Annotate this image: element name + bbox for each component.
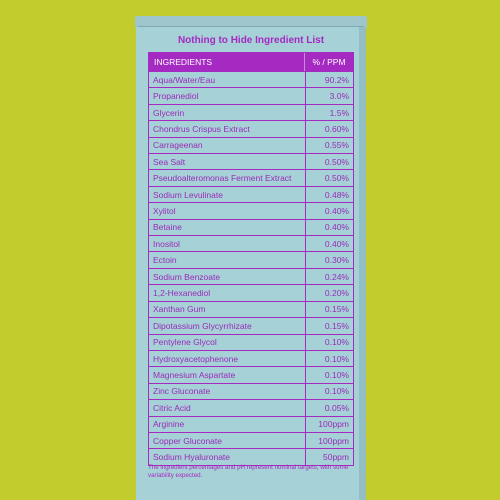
table-row <box>149 251 353 267</box>
ingredient-amount: 0.50% <box>305 154 353 169</box>
table-row <box>149 169 353 185</box>
ingredient-amount: 0.40% <box>305 236 353 251</box>
box-side-edge <box>359 27 366 500</box>
ingredient-name: Citric Acid <box>153 402 191 413</box>
ingredient-name: Magnesium Aspartate <box>153 370 236 381</box>
ingredient-name: Sea Salt <box>153 156 186 167</box>
table-row <box>149 104 353 120</box>
ingredient-name: Dipotassium Glycyrrhizate <box>153 320 252 331</box>
table-row <box>149 350 353 366</box>
ingredient-name: 1,2-Hexanediol <box>153 287 211 298</box>
ingredient-amount: 0.50% <box>305 170 353 185</box>
table-row <box>149 432 353 448</box>
ingredient-amount: 0.40% <box>305 220 353 235</box>
table-row <box>149 383 353 399</box>
ingredient-name: Sodium Benzoate <box>153 271 221 282</box>
table-row <box>149 399 353 415</box>
table-row <box>149 366 353 382</box>
ingredient-name: Xanthan Gum <box>153 304 206 315</box>
ingredient-amount: 0.10% <box>305 335 353 350</box>
table-row <box>149 268 353 284</box>
ingredient-amount: 0.55% <box>305 138 353 153</box>
ingredient-amount: 0.48% <box>305 187 353 202</box>
ingredient-amount: 0.15% <box>305 302 353 317</box>
table-row <box>149 153 353 169</box>
table-row <box>149 416 353 432</box>
ingredient-name: Zinc Gluconate <box>153 386 211 397</box>
ingredient-table <box>148 52 354 466</box>
ingredient-name: Pentylene Glycol <box>153 337 217 348</box>
ingredient-name: Betaine <box>153 222 182 233</box>
table-row <box>149 301 353 317</box>
ingredient-name: Glycerin <box>153 107 185 118</box>
table-row <box>149 202 353 218</box>
footnote: The ingredient percentages and pH represent nominal targets, with some variability expected. <box>148 464 349 479</box>
table-row <box>149 137 353 153</box>
ingredient-amount: 1.5% <box>305 105 353 120</box>
table-row <box>149 87 353 103</box>
ingredient-amount: 90.2% <box>305 72 353 87</box>
ingredient-name: Aqua/Water/Eau <box>153 74 216 85</box>
ingredient-name: Propanediol <box>153 91 199 102</box>
ingredient-amount: 0.10% <box>305 367 353 382</box>
ingredient-amount: 0.10% <box>305 351 353 366</box>
box-lid-crease <box>138 26 364 27</box>
ingredient-amount: 0.24% <box>305 269 353 284</box>
table-header <box>149 53 353 71</box>
table-body <box>149 71 353 465</box>
ingredient-list-title: Nothing to Hide Ingredient List <box>177 35 325 46</box>
ingredient-amount: 0.15% <box>305 318 353 333</box>
table-row <box>149 284 353 300</box>
table-row <box>149 219 353 235</box>
ingredient-name: Sodium Hyaluronate <box>153 452 231 463</box>
ingredient-name: Chondrus Crispus Extract <box>153 123 250 134</box>
ingredient-name: Ectoin <box>153 255 177 266</box>
table-row <box>149 120 353 136</box>
ingredient-amount: 0.40% <box>305 203 353 218</box>
header-ingredients: INGREDIENTS <box>154 57 213 67</box>
ingredient-amount: 3.0% <box>305 88 353 103</box>
ingredient-amount: 50ppm <box>305 449 353 464</box>
ingredient-amount: 0.30% <box>305 252 353 267</box>
ingredient-name: Xylitol <box>153 205 176 216</box>
table-row <box>149 317 353 333</box>
ingredient-name: Carrageenan <box>153 140 203 151</box>
ingredient-name: Hydroxyacetophenone <box>153 353 239 364</box>
table-row <box>149 71 353 87</box>
table-row <box>149 186 353 202</box>
table-row <box>149 235 353 251</box>
ingredient-name: Copper Gluconate <box>153 435 222 446</box>
table-row <box>149 448 353 464</box>
ingredient-amount: 0.60% <box>305 121 353 136</box>
ingredient-amount: 100ppm <box>305 433 353 448</box>
ingredient-name: Pseudoalteromonas Ferment Extract <box>153 173 292 184</box>
ingredient-name: Arginine <box>153 419 185 430</box>
ingredient-amount: 0.10% <box>305 384 353 399</box>
ingredient-amount: 0.20% <box>305 285 353 300</box>
table-row <box>149 334 353 350</box>
ingredient-name: Inositol <box>153 238 180 249</box>
ingredient-amount: 0.05% <box>305 400 353 415</box>
header-percent-ppm: % / PPM <box>304 53 353 71</box>
ingredient-name: Sodium Levulinate <box>153 189 223 200</box>
ingredient-amount: 100ppm <box>305 417 353 432</box>
